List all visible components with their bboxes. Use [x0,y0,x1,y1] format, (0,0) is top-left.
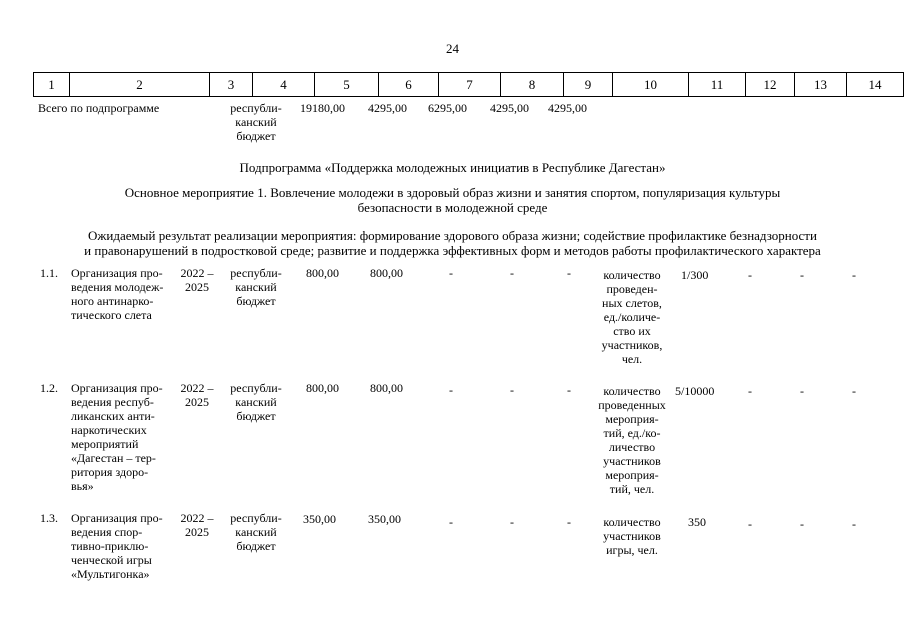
row-col13: - [800,384,804,398]
header-cell: 12 [746,73,795,97]
header-cell: 11 [689,73,746,97]
row-period: 2022 – 2025 [180,266,214,294]
row-col14: - [852,517,856,531]
row-2025: - [567,266,571,280]
row-col12: - [748,268,752,282]
total-2025: 4295,00 [548,101,587,115]
row-col13: - [800,517,804,531]
header-cell: 14 [847,73,904,97]
row-period: 2022 – 2025 [180,381,214,409]
row-number: 1.1. [40,266,58,280]
row-name: Организация про- ведения спор- тивно-приклю- ченческой игры «Мультигонка» [71,511,163,581]
header-cell: 1 [34,73,70,97]
main-event: Основное мероприятие 1. Вовлечение молодежи в здоровый образ жизни и занятия спортом, популяризация культуры безопасности в молодежной среде [124,185,781,215]
header-cell: 9 [564,73,613,97]
total-2022: 4295,00 [368,101,407,115]
row-2022: 800,00 [370,381,403,395]
header-cell: 2 [70,73,210,97]
row-2022: 350,00 [368,512,401,526]
row-2024: - [510,266,514,280]
row-2023: - [449,266,453,280]
row-col13: - [800,268,804,282]
row-total: 800,00 [306,266,339,280]
total-source: республи- канский бюджет [230,101,282,143]
total-2023: 6295,00 [428,101,467,115]
row-2022: 800,00 [370,266,403,280]
header-cell: 8 [501,73,564,97]
row-period: 2022 – 2025 [180,511,214,539]
row-2023: - [449,515,453,529]
row-source: республи- канский бюджет [230,511,282,553]
row-name: Организация про- ведения респуб- ликанских анти- наркотических мероприятий «Дагестан – тер- ритория здоро- вья» [71,381,163,493]
row-col14: - [852,268,856,282]
header-cell: 6 [379,73,439,97]
header-cell: 4 [253,73,315,97]
header-cell: 7 [439,73,501,97]
row-name: Организация про- ведения молодеж- ного антинарко- тического слета [71,266,164,322]
header-cell: 3 [210,73,253,97]
total-sum: 19180,00 [300,101,345,115]
header-cell: 5 [315,73,379,97]
row-total: 800,00 [306,381,339,395]
row-source: республи- канский бюджет [230,381,282,423]
row-value: 5/10000 [675,384,715,398]
row-value: 1/300 [681,268,709,282]
total-label: Всего по подпрограмме [38,101,160,115]
row-2025: - [567,515,571,529]
subprogram-title: Подпрограмма «Поддержка молодежных инициатив в Республике Дагестан» [239,160,666,175]
row-2024: - [510,383,514,397]
row-col12: - [748,384,752,398]
header-cell: 13 [795,73,847,97]
row-source: республи- канский бюджет [230,266,282,308]
row-total: 350,00 [303,512,336,526]
row-col14: - [852,384,856,398]
row-2023: - [449,383,453,397]
row-2024: - [510,515,514,529]
header-cell: 10 [613,73,689,97]
row-indicator: количество проведен- ных слетов, ед./количе- ство их участников, чел. [601,268,663,366]
expected-result: Ожидаемый результат реализации мероприятия: формирование здорового образа жизни; содействие профилактике безнадзорности и правонарушений в подростковой среде; развитие и поддержка эффективных форм и методов работы профилактического характера [84,228,821,258]
row-indicator: количество проведенных мероприя- тий, ед./ко- личество участников мероприя- тий, чел. [598,384,666,496]
row-number: 1.3. [40,511,58,525]
row-2025: - [567,383,571,397]
row-value: 350 [688,515,706,529]
row-indicator: количество участников игры, чел. [603,515,661,557]
page-number: 24 [446,41,459,56]
column-number-header [33,72,904,97]
row-number: 1.2. [40,381,58,395]
total-2024: 4295,00 [490,101,529,115]
row-col12: - [748,517,752,531]
